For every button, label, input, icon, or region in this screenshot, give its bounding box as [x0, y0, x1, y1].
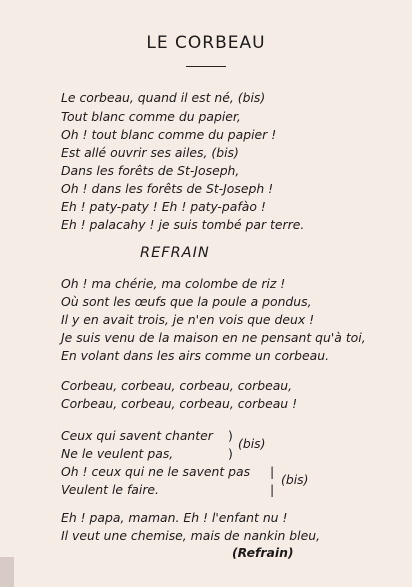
- bis-label: (bis): [238, 436, 266, 451]
- refrain-heading: REFRAIN: [140, 245, 210, 261]
- verse-line: Eh ! palacahy ! je suis tombé par terre.: [61, 217, 305, 232]
- final-line: Eh ! papa, maman. Eh ! l'enfant nu !: [61, 510, 288, 525]
- refrain-line: Il y en avait trois, je n'en vois que deux !: [61, 312, 315, 327]
- group-line: Oh ! ceux qui ne le savent pas: [61, 464, 251, 479]
- refrain-marker: (Refrain): [232, 545, 294, 560]
- title-rule: [186, 66, 226, 67]
- brace-mark: ): [228, 428, 233, 443]
- refrain-line: Oh ! ma chérie, ma colombe de riz !: [61, 276, 286, 291]
- refrain-line: En volant dans les airs comme un corbeau.: [61, 348, 330, 363]
- corbeau-line: Corbeau, corbeau, corbeau, corbeau,: [61, 378, 293, 393]
- verse-line: Est allé ouvrir ses ailes, (bis): [61, 145, 239, 160]
- verse-line: Le corbeau, quand il est né, (bis): [61, 90, 266, 105]
- verse-line: Oh ! tout blanc comme du papier !: [61, 127, 277, 142]
- bis-label: (bis): [281, 472, 309, 487]
- song-title: LE CORBEAU: [146, 33, 266, 53]
- group-line: Veulent le faire.: [61, 482, 159, 497]
- verse-line: Oh ! dans les forêts de St-Joseph !: [61, 181, 274, 196]
- refrain-line: Je suis venu de la maison en ne pensant qu'à toi,: [61, 330, 366, 345]
- verse-line: Tout blanc comme du papier,: [61, 109, 241, 124]
- group-line: Ne le veulent pas,: [61, 446, 174, 461]
- group-line: Ceux qui savent chanter: [61, 428, 213, 443]
- page-corner-shadow: [0, 557, 14, 587]
- verse-line: Eh ! paty-paty ! Eh ! paty-pafào !: [61, 199, 266, 214]
- final-line: Il veut une chemise, mais de nankin bleu,: [61, 528, 321, 543]
- corbeau-line: Corbeau, corbeau, corbeau, corbeau !: [61, 396, 298, 411]
- refrain-line: Où sont les œufs que la poule a pondus,: [61, 294, 312, 309]
- brace-mark: ): [228, 446, 233, 461]
- verse-line: Dans les forêts de St-Joseph,: [61, 163, 240, 178]
- brace-mark: |: [270, 464, 275, 479]
- brace-mark: |: [270, 482, 275, 497]
